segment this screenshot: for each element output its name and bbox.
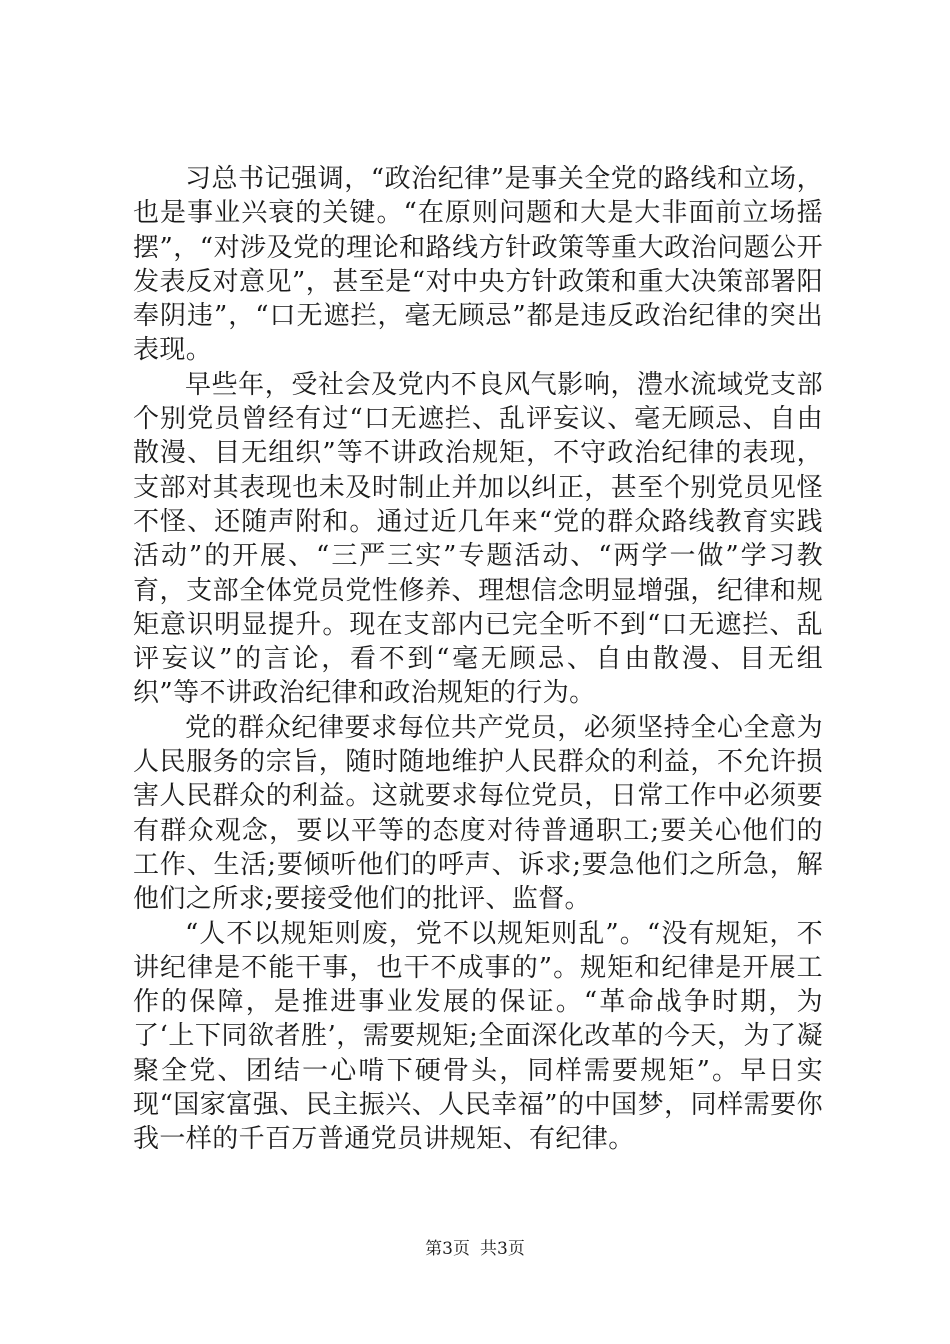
paragraph-mass-discipline: 党的群众纪律要求每位共产党员，必须坚持全心全意为人民服务的宗旨，随时随地维护人民群众的利益，不允许损害人民群众的利益。这就要求每位党员，日常工作中必须要有群众观念，要以平等的态度对待普通职工;要关心他们的工作、生活;要倾听他们的呼声、诉求;要急他们之所急，解他们之所求;要接受他们的批评、监督。 xyxy=(133,712,823,915)
paragraph-branch-history: 早些年，受社会及党内不良风气影响，澧水流域党支部个别党员曾经有过“口无遮拦、乱评妄议、毫无顾忌、自由散漫、目无组织”等不讲政治规矩，不守政治纪律的表现，支部对其表现也未及时制止并加以纠正，甚至个别党员见怪不怪、还随声附和。通过近几年来“党的群众路线教育实践活动”的开展、“三严三实”专题活动、“两学一做”学习教育，支部全体党员党性修养、理想信念明显增强，纪律和规矩意识明显提升。现在支部内已完全听不到“口无遮拦、乱评妄议”的言论，看不到“毫无顾忌、自由散漫、目无组织”等不讲政治纪律和政治规矩的行为。 xyxy=(133,369,823,709)
page-footer xyxy=(0,1238,950,1260)
page-number: 第3页 xyxy=(425,1239,470,1259)
page-count: 共3页 xyxy=(480,1239,525,1259)
paragraph-political-discipline: 习总书记强调，“政治纪律”是事关全党的路线和立场，也是事业兴衰的关键。“在原则问题和大是大非面前立场摇摆”，“对涉及党的理论和路线方针政策等重大政治问题公开发表反对意见”，甚至是“对中央方针政策和重大决策部署阳奉阴违”，“口无遮拦，毫无顾忌”都是违反政治纪律的突出表现。 xyxy=(133,164,823,366)
document-body xyxy=(133,162,823,1157)
paragraph-rules-importance: “人不以规矩则废，党不以规矩则乱”。“没有规矩，不讲纪律是不能干事，也干不成事的”。规矩和纪律是开展工作的保障，是推进事业发展的保证。“革命战争时期，为了‘上下同欲者胜’，需要规矩;全面深化改革的今天，为了凝聚全党、团结一心啃下硬骨头，同样需要规矩”。早日实现“国家富强、民主振兴、人民幸福”的中国梦，同样需要你我一样的千百万普通党员讲规矩、有纪律。 xyxy=(133,918,823,1155)
